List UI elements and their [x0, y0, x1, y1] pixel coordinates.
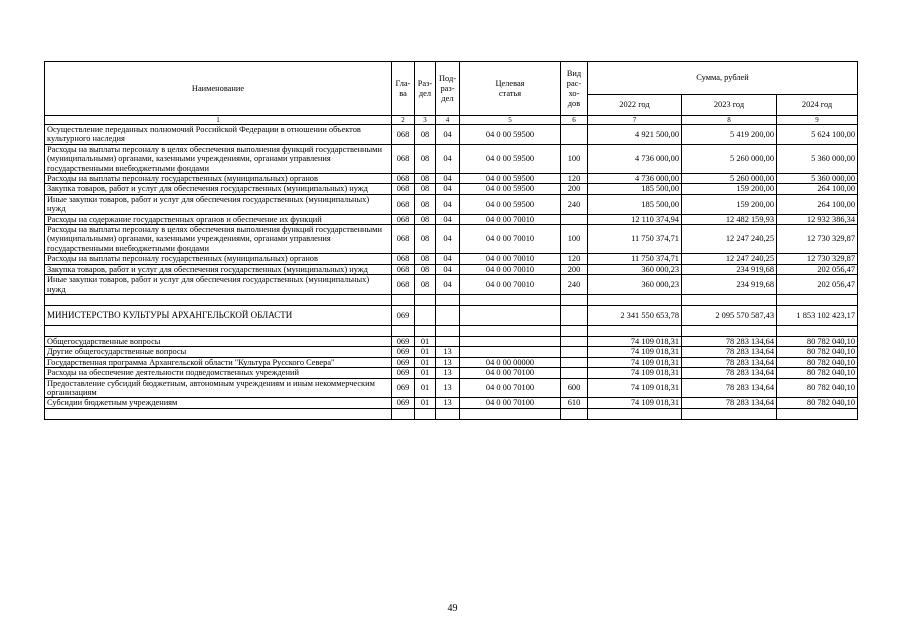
row-sum-2024: 80 782 040,10	[777, 336, 858, 346]
row-sum-2024: 80 782 040,10	[777, 398, 858, 408]
row-glava: 068	[392, 254, 415, 264]
row-glava: 068	[392, 225, 415, 254]
row-target: 04 0 00 70010	[460, 254, 561, 264]
row-name: Закупка товаров, работ и услуг для обеспечения государственных (муниципальных) нужд	[45, 184, 392, 194]
row-name: Расходы на обеспечение деятельности подведомственных учреждений	[45, 368, 392, 378]
table-row	[45, 225, 858, 254]
colnum: 5	[460, 116, 561, 125]
row-sum-2023: 234 919,68	[682, 275, 777, 295]
row-glava: 069	[392, 378, 415, 398]
row-name: Осуществление переданных полномочий Российской Федерации в отношении объектов культурного наследия	[45, 125, 392, 145]
colnum: 6	[561, 116, 588, 125]
row-glava: 069	[392, 347, 415, 357]
row-razdel: 08	[415, 254, 436, 264]
ministry-sum-2023: 2 095 570 587,43	[682, 305, 777, 325]
header-sum: Сумма, рублей	[588, 62, 858, 95]
row-sum-2022: 74 109 018,31	[588, 368, 682, 378]
ministry-glava: 069	[392, 305, 415, 325]
row-razdel: 01	[415, 336, 436, 346]
row-sum-2024: 202 056,47	[777, 275, 858, 295]
colnum: 4	[436, 116, 460, 125]
row-vid: 200	[561, 264, 588, 274]
row-name: Государственная программа Архангельской области "Культура Русского Севера"	[45, 357, 392, 367]
row-sum-2024: 80 782 040,10	[777, 368, 858, 378]
row-sum-2022: 12 110 374,94	[588, 214, 682, 224]
table-row	[45, 357, 858, 367]
row-sum-2022: 74 109 018,31	[588, 378, 682, 398]
row-podrazdel: 04	[436, 144, 460, 173]
colnum: 8	[682, 116, 777, 125]
row-vid	[561, 368, 588, 378]
row-sum-2023: 5 260 000,00	[682, 144, 777, 173]
row-target: 04 0 00 70010	[460, 275, 561, 295]
row-vid	[561, 357, 588, 367]
row-target: 04 0 00 59500	[460, 174, 561, 184]
header-vid: Вид рас- хо- дов	[561, 62, 588, 116]
row-podrazdel: 04	[436, 225, 460, 254]
row-name: Закупка товаров, работ и услуг для обеспечения государственных (муниципальных) нужд	[45, 264, 392, 274]
row-vid: 100	[561, 144, 588, 173]
row-vid: 600	[561, 378, 588, 398]
row-sum-2023: 78 283 134,64	[682, 398, 777, 408]
row-sum-2022: 11 750 374,71	[588, 225, 682, 254]
row-razdel: 01	[415, 378, 436, 398]
row-target: 04 0 00 70010	[460, 214, 561, 224]
row-razdel: 08	[415, 214, 436, 224]
row-sum-2022: 74 109 018,31	[588, 357, 682, 367]
row-target: 04 0 00 70010	[460, 264, 561, 274]
row-glava: 068	[392, 184, 415, 194]
row-name: Расходы на выплаты персоналу в целях обеспечения выполнения функций государственными (муниципальными) органами, казенными учреждениями, органами управления государственными внебюджетными фондами	[45, 144, 392, 173]
row-razdel: 01	[415, 398, 436, 408]
row-name: Расходы на выплаты персоналу государственных (муниципальных) органов	[45, 174, 392, 184]
row-razdel: 01	[415, 368, 436, 378]
row-target: 04 0 00 70100	[460, 368, 561, 378]
row-sum-2023: 234 919,68	[682, 264, 777, 274]
row-sum-2023: 12 247 240,25	[682, 254, 777, 264]
table-row	[45, 214, 858, 224]
row-vid: 100	[561, 225, 588, 254]
row-target: 04 0 00 70010	[460, 225, 561, 254]
table-row	[45, 368, 858, 378]
header-year-2022: 2022 год	[588, 95, 682, 116]
row-target: 04 0 00 00000	[460, 357, 561, 367]
table-row	[45, 336, 858, 346]
row-podrazdel: 04	[436, 125, 460, 145]
row-sum-2022: 185 500,00	[588, 184, 682, 194]
spacer-row	[45, 325, 858, 336]
row-sum-2022: 4 736 000,00	[588, 144, 682, 173]
row-glava: 068	[392, 275, 415, 295]
row-name: Субсидии бюджетным учреждениям	[45, 398, 392, 408]
table-row	[45, 398, 858, 408]
row-sum-2022: 74 109 018,31	[588, 347, 682, 357]
row-vid: 610	[561, 398, 588, 408]
row-sum-2024: 5 360 000,00	[777, 174, 858, 184]
table-row	[45, 144, 858, 173]
page-number: 49	[447, 603, 458, 614]
column-number-row	[45, 116, 858, 125]
row-sum-2024: 80 782 040,10	[777, 347, 858, 357]
row-podrazdel: 04	[436, 214, 460, 224]
header-razdel: Раз- дел	[415, 62, 436, 116]
row-target: 04 0 00 70100	[460, 378, 561, 398]
table-row	[45, 275, 858, 295]
row-razdel: 08	[415, 225, 436, 254]
row-sum-2022: 74 109 018,31	[588, 336, 682, 346]
row-glava: 068	[392, 194, 415, 214]
row-name: Иные закупки товаров, работ и услуг для обеспечения государственных (муниципальных) нужд	[45, 275, 392, 295]
row-razdel: 08	[415, 264, 436, 274]
header-glava: Гла- ва	[392, 62, 415, 116]
row-sum-2024: 5 624 100,00	[777, 125, 858, 145]
table-row	[45, 378, 858, 398]
table-row	[45, 264, 858, 274]
row-podrazdel: 13	[436, 357, 460, 367]
row-podrazdel: 04	[436, 275, 460, 295]
row-sum-2022: 4 921 500,00	[588, 125, 682, 145]
row-sum-2022: 185 500,00	[588, 194, 682, 214]
row-sum-2023: 12 482 159,93	[682, 214, 777, 224]
row-razdel: 08	[415, 174, 436, 184]
row-sum-2022: 4 736 000,00	[588, 174, 682, 184]
row-name: Предоставление субсидий бюджетным, автономным учреждениям и иным некоммерческим организациям	[45, 378, 392, 398]
row-target: 04 0 00 59500	[460, 144, 561, 173]
table-row	[45, 184, 858, 194]
ministry-name: МИНИСТЕРСТВО КУЛЬТУРЫ АРХАНГЕЛЬСКОЙ ОБЛАСТИ	[45, 305, 392, 325]
row-name: Расходы на содержание государственных органов и обеспечение их функций	[45, 214, 392, 224]
row-vid	[561, 125, 588, 145]
row-vid: 120	[561, 174, 588, 184]
row-sum-2022: 74 109 018,31	[588, 398, 682, 408]
row-razdel: 01	[415, 357, 436, 367]
row-glava: 069	[392, 357, 415, 367]
row-sum-2024: 264 100,00	[777, 194, 858, 214]
row-sum-2023: 78 283 134,64	[682, 336, 777, 346]
row-name: Расходы на выплаты персоналу государственных (муниципальных) органов	[45, 254, 392, 264]
row-sum-2023: 78 283 134,64	[682, 378, 777, 398]
row-razdel: 01	[415, 347, 436, 357]
colnum: 9	[777, 116, 858, 125]
row-razdel: 08	[415, 144, 436, 173]
row-vid	[561, 336, 588, 346]
row-target	[460, 347, 561, 357]
header-podrazdel: Под- раз- дел	[436, 62, 460, 116]
row-name: Общегосударственные вопросы	[45, 336, 392, 346]
row-sum-2022: 360 000,23	[588, 264, 682, 274]
row-sum-2024: 5 360 000,00	[777, 144, 858, 173]
row-sum-2023: 159 200,00	[682, 184, 777, 194]
row-target: 04 0 00 59500	[460, 184, 561, 194]
row-sum-2024: 12 932 386,34	[777, 214, 858, 224]
row-sum-2023: 5 260 000,00	[682, 174, 777, 184]
row-podrazdel: 13	[436, 347, 460, 357]
table-row	[45, 125, 858, 145]
row-glava: 069	[392, 398, 415, 408]
table-row	[45, 254, 858, 264]
row-sum-2023: 159 200,00	[682, 194, 777, 214]
row-sum-2023: 78 283 134,64	[682, 347, 777, 357]
ministry-sum-2024: 1 853 102 423,17	[777, 305, 858, 325]
row-vid	[561, 214, 588, 224]
row-podrazdel: 04	[436, 264, 460, 274]
row-podrazdel: 04	[436, 254, 460, 264]
row-target: 04 0 00 70100	[460, 398, 561, 408]
row-sum-2024: 264 100,00	[777, 184, 858, 194]
table-row	[45, 194, 858, 214]
row-podrazdel: 04	[436, 174, 460, 184]
row-glava: 068	[392, 174, 415, 184]
row-razdel: 08	[415, 194, 436, 214]
row-podrazdel: 13	[436, 368, 460, 378]
row-podrazdel	[436, 336, 460, 346]
row-podrazdel: 04	[436, 184, 460, 194]
row-target: 04 0 00 59500	[460, 194, 561, 214]
row-vid: 240	[561, 275, 588, 295]
row-sum-2024: 202 056,47	[777, 264, 858, 274]
header-year-2024: 2024 год	[777, 95, 858, 116]
header-year-2023: 2023 год	[682, 95, 777, 116]
colnum: 7	[588, 116, 682, 125]
row-podrazdel: 13	[436, 398, 460, 408]
ministry-sum-2022: 2 341 550 653,78	[588, 305, 682, 325]
row-glava: 068	[392, 125, 415, 145]
row-target: 04 0 00 59500	[460, 125, 561, 145]
row-sum-2024: 12 730 329,87	[777, 254, 858, 264]
row-glava: 068	[392, 264, 415, 274]
ministry-row	[45, 305, 858, 325]
row-name: Иные закупки товаров, работ и услуг для обеспечения государственных (муниципальных) нужд	[45, 194, 392, 214]
row-glava: 068	[392, 144, 415, 173]
row-sum-2023: 5 419 200,00	[682, 125, 777, 145]
spacer-row	[45, 408, 858, 419]
row-razdel: 08	[415, 125, 436, 145]
budget-table	[44, 61, 858, 420]
row-vid: 120	[561, 254, 588, 264]
row-target	[460, 336, 561, 346]
row-sum-2022: 11 750 374,71	[588, 254, 682, 264]
colnum: 3	[415, 116, 436, 125]
row-sum-2022: 360 000,23	[588, 275, 682, 295]
colnum: 2	[392, 116, 415, 125]
header-target: Целевая статья	[460, 62, 561, 116]
row-vid: 200	[561, 184, 588, 194]
row-sum-2023: 78 283 134,64	[682, 357, 777, 367]
colnum: 1	[45, 116, 392, 125]
row-sum-2024: 80 782 040,10	[777, 357, 858, 367]
table-row	[45, 347, 858, 357]
row-podrazdel: 13	[436, 378, 460, 398]
header-name: Наименование	[45, 62, 392, 116]
row-glava: 069	[392, 368, 415, 378]
row-name: Другие общегосударственные вопросы	[45, 347, 392, 357]
row-vid	[561, 347, 588, 357]
row-razdel: 08	[415, 184, 436, 194]
row-sum-2023: 78 283 134,64	[682, 368, 777, 378]
row-sum-2023: 12 247 240,25	[682, 225, 777, 254]
row-glava: 068	[392, 214, 415, 224]
spacer-row	[45, 294, 858, 305]
row-razdel: 08	[415, 275, 436, 295]
row-vid: 240	[561, 194, 588, 214]
row-sum-2024: 80 782 040,10	[777, 378, 858, 398]
row-glava: 069	[392, 336, 415, 346]
table-row	[45, 174, 858, 184]
row-name: Расходы на выплаты персоналу в целях обеспечения выполнения функций государственными (муниципальными) органами, казенными учреждениями, органами управления государственными внебюджетными фондами	[45, 225, 392, 254]
row-sum-2024: 12 730 329,87	[777, 225, 858, 254]
row-podrazdel: 04	[436, 194, 460, 214]
